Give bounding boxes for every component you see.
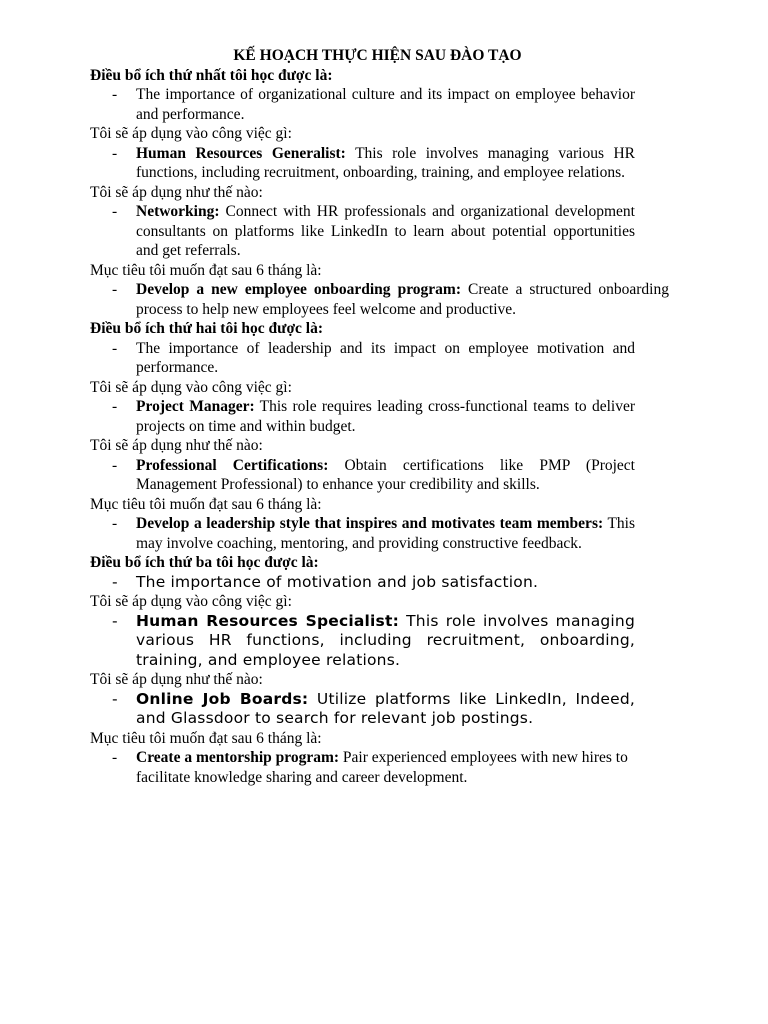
- bullet-dash: -: [112, 203, 118, 220]
- section-1-goal-label: Mục tiêu tôi muốn đạt sau 6 tháng là:: [90, 261, 322, 279]
- section-1-apply-what-text: This role involves managing various HR functions, including recruitment, onboarding, training, and employee relations.: [136, 144, 636, 181]
- section-1-apply-what-label: Tôi sẽ áp dụng vào công việc gì:: [90, 125, 292, 142]
- section-2-apply-how-bold: Professional Certifications:: [136, 456, 329, 474]
- section-2-apply-what-label: Tôi sẽ áp dụng vào công việc gì:: [90, 378, 292, 396]
- section-3-apply-what-label: Tôi sẽ áp dụng vào công việc gì:: [90, 593, 292, 610]
- section-2-goal-label: Mục tiêu tôi muốn đạt sau 6 tháng là:: [90, 495, 322, 513]
- section-2-apply-what-bold: Project Manager:: [136, 398, 255, 415]
- section-3-apply-how-label: Tôi sẽ áp dụng như thế nào:: [90, 671, 263, 688]
- section-3-goal-label: Mục tiêu tôi muốn đạt sau 6 tháng là:: [90, 729, 322, 747]
- section-1-apply-what-item: [90, 144, 635, 183]
- bullet-dash: -: [112, 749, 118, 766]
- section-3-learning-item: [90, 573, 635, 593]
- section-2-learning-text: The importance of leadership and its impact on employee motivation and performance.: [136, 339, 635, 376]
- section-3-learning-text: The importance of motivation and job satisfaction.: [136, 572, 539, 591]
- bullet-dash: -: [112, 611, 118, 630]
- section-1-goal-text: Create a structured onboarding process to help new employees feel welcome and productive.: [136, 281, 669, 318]
- section-3-apply-how-bold: Online Job Boards:: [136, 689, 309, 708]
- section-3-goal-text: Pair experienced employees with new hires to facilitate knowledge sharing and career development.: [136, 749, 628, 786]
- document-title: KẾ HOẠCH THỰC HIỆN SAU ĐÀO TẠO: [233, 47, 522, 64]
- section-1-heading: Điều bổ ích thứ nhất tôi học được là:: [90, 66, 333, 84]
- section-3-goal-bold: Create a mentorship program:: [136, 749, 340, 766]
- section-2-apply-how-text: Obtain certifications like PMP (Project Management Professional) to enhance your credibility and skills.: [136, 456, 635, 493]
- section-2-apply-what-item: [90, 397, 635, 436]
- bullet-dash: -: [112, 456, 118, 474]
- section-2-apply-how-item: [90, 456, 635, 495]
- section-1-apply-how-label: Tôi sẽ áp dụng như thế nào:: [90, 183, 263, 201]
- section-3-apply-how-text: Utilize platforms like LinkedIn, Indeed, and Glassdoor to search for relevant job postings.: [136, 689, 635, 727]
- section-1-learning-text: The importance of organizational culture and its impact on employee behavior and performance.: [136, 86, 635, 123]
- bullet-dash: -: [112, 572, 118, 591]
- section-1-apply-how-text: Connect with HR professionals and organizational development consultants on platforms like LinkedIn to learn about potential opportunities and get referrals.: [136, 203, 635, 259]
- section-1-apply-how-bold: Networking:: [136, 203, 220, 220]
- section-2-apply-what-text: This role requires leading cross-functional teams to deliver projects on time and within budget.: [136, 398, 635, 435]
- section-3-heading: Điều bổ ích thứ ba tôi học được là:: [90, 554, 319, 571]
- bullet-dash: -: [112, 515, 118, 532]
- bullet-dash: -: [112, 281, 118, 298]
- section-3-apply-what-bold: Human Resources Specialist:: [136, 611, 399, 630]
- section-3-apply-how-item: [90, 690, 635, 729]
- bullet-dash: -: [112, 689, 118, 708]
- section-1-learning-item: [90, 85, 635, 124]
- section-3-apply-what-item: [90, 612, 635, 671]
- bullet-dash: -: [112, 339, 118, 357]
- section-2-heading: Điều bổ ích thứ hai tôi học được là:: [90, 320, 324, 337]
- section-1-apply-what-bold: Human Resources Generalist:: [136, 144, 346, 162]
- section-2-goal-item: [90, 514, 635, 553]
- section-2-goal-text: This may involve coaching, mentoring, and providing constructive feedback.: [136, 515, 635, 552]
- bullet-dash: -: [112, 398, 118, 415]
- section-2-goal-bold: Develop a leadership style that inspires and motivates team members:: [136, 515, 604, 532]
- bullet-dash: -: [112, 86, 118, 103]
- section-1-apply-how-item: [90, 202, 635, 261]
- section-3-apply-what-text: This role involves managing various HR functions, including recruitment, onboarding, training, and employee relations.: [136, 611, 635, 669]
- bullet-dash: -: [112, 144, 118, 162]
- section-3-goal-item: [90, 748, 669, 787]
- section-2-apply-how-label: Tôi sẽ áp dụng như thế nào:: [90, 437, 263, 454]
- section-1-goal-bold: Develop a new employee onboarding program:: [136, 281, 461, 298]
- section-1-goal-item: [90, 280, 669, 319]
- section-2-learning-item: [90, 339, 635, 378]
- document-page: [90, 46, 669, 787]
